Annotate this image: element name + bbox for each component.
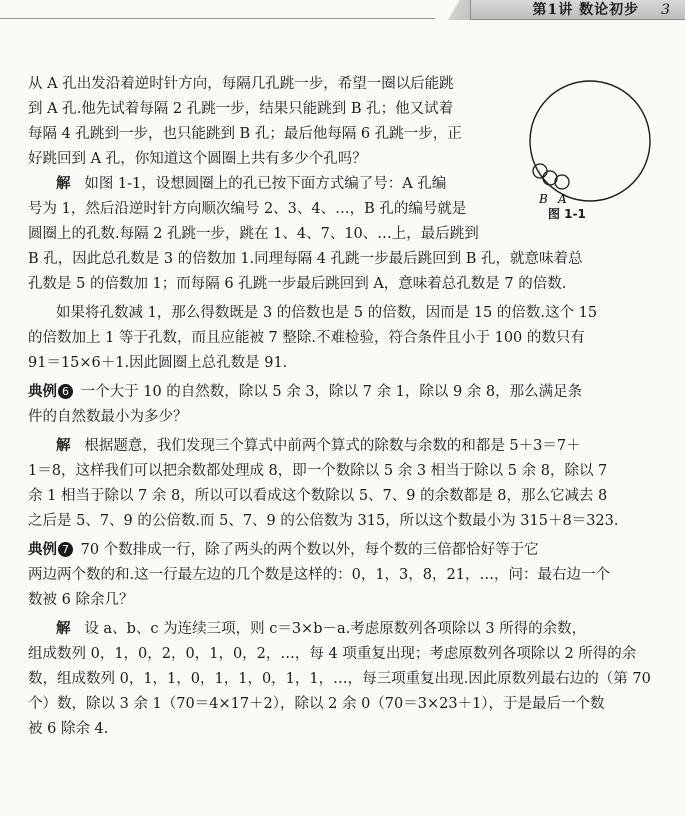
example-7-line bbox=[28, 538, 539, 563]
example-label: 典例 bbox=[28, 383, 57, 400]
solution-label: 解 bbox=[56, 175, 71, 192]
example-text: 一个大于 10 的自然数，除以 5 余 3，除以 7 余 1，除以 9 余 8，那么满足条 bbox=[80, 384, 583, 400]
text-line: 孔数是 5 的倍数加 1；而每隔 6 孔跳一步最后跳回到 A，意味着总孔数是 7 的倍数. bbox=[28, 276, 567, 292]
text-line: 的倍数加上 1 等于孔数，而且应能被 7 整除.不难检验，符合条件且小于 100 的数只有 bbox=[28, 330, 585, 346]
header-tab bbox=[470, 0, 685, 20]
example-label: 典例 bbox=[28, 541, 57, 558]
text-line: 件的自然数最小为多少？ bbox=[28, 409, 188, 425]
text-line: 好跳回到 A 孔，你知道这个圆圈上共有多少个孔吗？ bbox=[28, 151, 367, 167]
figure-caption: 图 1-1 bbox=[548, 207, 586, 221]
text-line: 组成数列 0，1，0，2，0，1，0，2，…，每 4 项重复出现；考虑原数列各项除以 2 所得的余 bbox=[28, 646, 637, 662]
example-number-badge: 6 bbox=[58, 384, 73, 399]
text-line: 号为 1，然后沿逆时针方向顺次编号 2、3、4、…，B 孔的编号就是 bbox=[28, 201, 467, 217]
solution-text: 设 a、b、c 为连续三项，则 c＝3×b－a.考虑原数列各项除以 3 所得的余数， bbox=[84, 621, 587, 637]
text-line: B 孔，因此总孔数是 3 的倍数加 1.同理每隔 4 孔跳一步最后跳回到 B 孔，就意味着总 bbox=[28, 251, 583, 267]
solution-line bbox=[56, 617, 586, 642]
text-line: 圆圈上的孔数.每隔 2 孔跳一步，跳在 1、4、7、10、…上，最后跳到 bbox=[28, 226, 479, 242]
solution-text: 根据题意，我们发现三个算式中前两个算式的除数与余数的和都是 5＋3＝7＋ bbox=[84, 438, 581, 454]
text-line: 个）数，除以 3 余 1（70＝4×17＋2），除以 2 余 0（70＝3×23＋1），于是最后一个数 bbox=[28, 696, 605, 712]
label-a: A bbox=[558, 192, 567, 206]
solution-line bbox=[56, 172, 446, 197]
label-b: B bbox=[539, 192, 548, 206]
text-line: 从 A 孔出发沿着逆时针方向，每隔几孔跳一步，希望一圈以后能跳 bbox=[28, 76, 454, 92]
solution-line bbox=[56, 434, 581, 459]
chapter-title: 第1讲 数论初步 bbox=[532, 1, 640, 18]
circle-figure bbox=[510, 78, 670, 223]
text-line: 之后是 5、7、9 的公倍数.而 5、7、9 的公倍数为 315，所以这个数最小为 315＋8＝323. bbox=[28, 513, 619, 529]
hole-ring-circle bbox=[530, 81, 650, 201]
page-number: 3 bbox=[661, 1, 671, 18]
header-page-curl bbox=[435, 0, 475, 20]
text-line: 到 A 孔.他先试着每隔 2 孔跳一步，结果只能跳到 B 孔；他又试着 bbox=[28, 101, 454, 117]
hole-marker bbox=[533, 164, 547, 178]
solution-text: 如图 1-1，设想圆圈上的孔已按下面方式编了号：A 孔编 bbox=[84, 176, 447, 192]
text-line: 两边两个数的和.这一行最左边的几个数是这样的：0，1，3，8，21，…，问：最右边一个 bbox=[28, 567, 610, 583]
text-line: 数被 6 除余几？ bbox=[28, 592, 134, 608]
example-number-badge: 7 bbox=[58, 542, 73, 557]
text-line: 如果将孔数减 1，那么得数既是 3 的倍数也是 5 的倍数，因而是 15 的倍数.这个 15 bbox=[56, 305, 598, 321]
text-line: 余 1 相当于除以 7 余 8，所以可以看成这个数除以 5、7、9 的余数都是 8，那么它减去 8 bbox=[28, 488, 608, 504]
text-line: 被 6 除余 4. bbox=[28, 721, 109, 737]
solution-label: 解 bbox=[56, 620, 71, 637]
text-line: 1＝8，这样我们可以把余数都处理成 8，即一个数除以 5 余 3 相当于除以 5 余 8，除以 7 bbox=[28, 463, 608, 479]
text-line: 数，组成数列 0，1，1，0，1，1，0，1，1，…，每三项重复出现.因此原数列最右边的（第 70 bbox=[28, 671, 651, 687]
example-text: 70 个数排成一行，除了两头的两个数以外，每个数的三倍都恰好等于它 bbox=[80, 542, 539, 558]
hole-a-marker bbox=[555, 175, 569, 189]
example-6-line bbox=[28, 380, 582, 405]
solution-label: 解 bbox=[56, 437, 71, 454]
text-line: 91＝15×6＋1.因此圆圈上总孔数是 91. bbox=[28, 355, 288, 371]
page-header bbox=[0, 0, 685, 24]
text-line: 每隔 4 孔跳到一步，也只能跳到 B 孔；最后他每隔 6 孔跳一步，正 bbox=[28, 126, 462, 142]
